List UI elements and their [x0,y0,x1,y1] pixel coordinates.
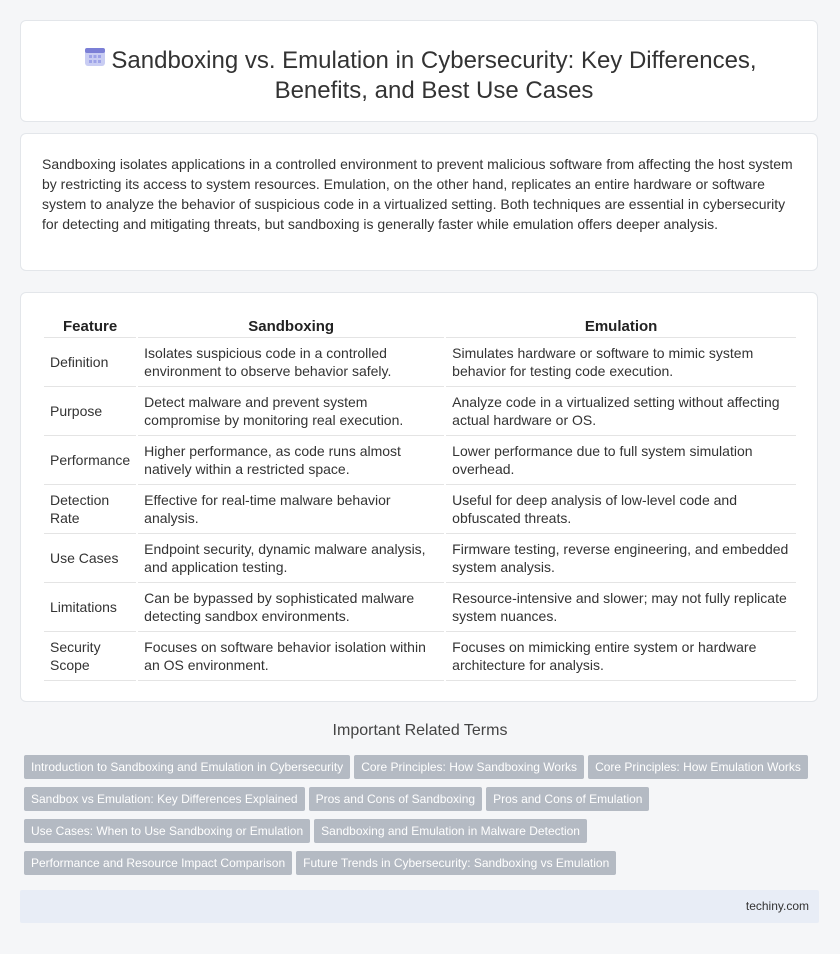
cell-sandboxing: Higher performance, as code runs almost natively within a restricted space. [138,436,444,485]
footer-site[interactable]: techiny.com [745,899,809,913]
cell-feature: Performance [44,436,136,485]
related-term-tag[interactable]: Pros and Cons of Sandboxing [309,787,482,811]
related-term-tag[interactable]: Introduction to Sandboxing and Emulation in Cybersecurity [24,755,350,779]
cell-emulation: Focuses on mimicking entire system or hardware architecture for analysis. [446,632,796,681]
header-card [20,20,818,122]
cell-feature: Purpose [44,387,136,436]
table-row [44,387,796,436]
cell-sandboxing: Detect malware and prevent system compromise by monitoring real execution. [138,387,444,436]
cell-emulation: Firmware testing, reverse engineering, and embedded system analysis. [446,534,796,583]
related-term-tag[interactable]: Use Cases: When to Use Sandboxing or Emulation [24,819,310,843]
table-row [44,485,796,534]
cell-emulation: Useful for deep analysis of low-level code and obfuscated threats. [446,485,796,534]
related-term-tag[interactable]: Core Principles: How Sandboxing Works [354,755,584,779]
cell-feature: Security Scope [44,632,136,681]
table-row [44,583,796,632]
cell-sandboxing: Effective for real-time malware behavior analysis. [138,485,444,534]
related-term-tag[interactable]: Sandboxing and Emulation in Malware Detection [314,819,587,843]
related-term-tag[interactable]: Future Trends in Cybersecurity: Sandboxing vs Emulation [296,851,616,875]
cell-feature: Limitations [44,583,136,632]
header-emulation: Emulation [446,315,796,338]
summary-text: Sandboxing isolates applications in a controlled environment to prevent malicious software from affecting the host system by restricting its access to system resources. Emulation, on the other hand, replicates an entire hardware or software system to analyze the behavior of suspicious code in a virtualized setting. Both techniques are essential in cybersecurity for detecting and mitigating threats, but sandboxing is generally faster while emulation offers deeper analysis. [42,156,793,232]
cell-feature: Detection Rate [44,485,136,534]
table-row [44,436,796,485]
comparison-table-card [20,292,818,702]
page-title: Sandboxing vs. Emulation in Cybersecurity: Key Differences, Benefits, and Best Use Cases [111,47,757,104]
table-row [44,534,796,583]
table-row [44,632,796,681]
cell-emulation: Resource-intensive and slower; may not fully replicate system nuances. [446,583,796,632]
table-header-row [44,315,796,338]
summary-card [20,133,818,271]
related-term-tag[interactable]: Sandbox vs Emulation: Key Differences Explained [24,787,305,811]
related-terms-list [24,755,824,883]
table-row [44,338,796,387]
cell-sandboxing: Focuses on software behavior isolation within an OS environment. [138,632,444,681]
related-term-tag[interactable]: Core Principles: How Emulation Works [588,755,808,779]
cell-feature: Use Cases [44,534,136,583]
cell-sandboxing: Can be bypassed by sophisticated malware detecting sandbox environments. [138,583,444,632]
related-term-tag[interactable]: Performance and Resource Impact Comparison [24,851,292,875]
footer [20,890,819,923]
related-terms-title: Important Related Terms [332,722,508,739]
related-term-tag[interactable]: Pros and Cons of Emulation [486,787,649,811]
header-sandboxing: Sandboxing [138,315,444,338]
cell-feature: Definition [44,338,136,387]
cell-emulation: Simulates hardware or software to mimic system behavior for testing code execution. [446,338,796,387]
header-feature: Feature [44,315,136,338]
cell-sandboxing: Isolates suspicious code in a controlled environment to observe behavior safely. [138,338,444,387]
cell-emulation: Analyze code in a virtualized setting without affecting actual hardware or OS. [446,387,796,436]
comparison-table [42,315,798,681]
cell-emulation: Lower performance due to full system simulation overhead. [446,436,796,485]
cell-sandboxing: Endpoint security, dynamic malware analysis, and application testing. [138,534,444,583]
